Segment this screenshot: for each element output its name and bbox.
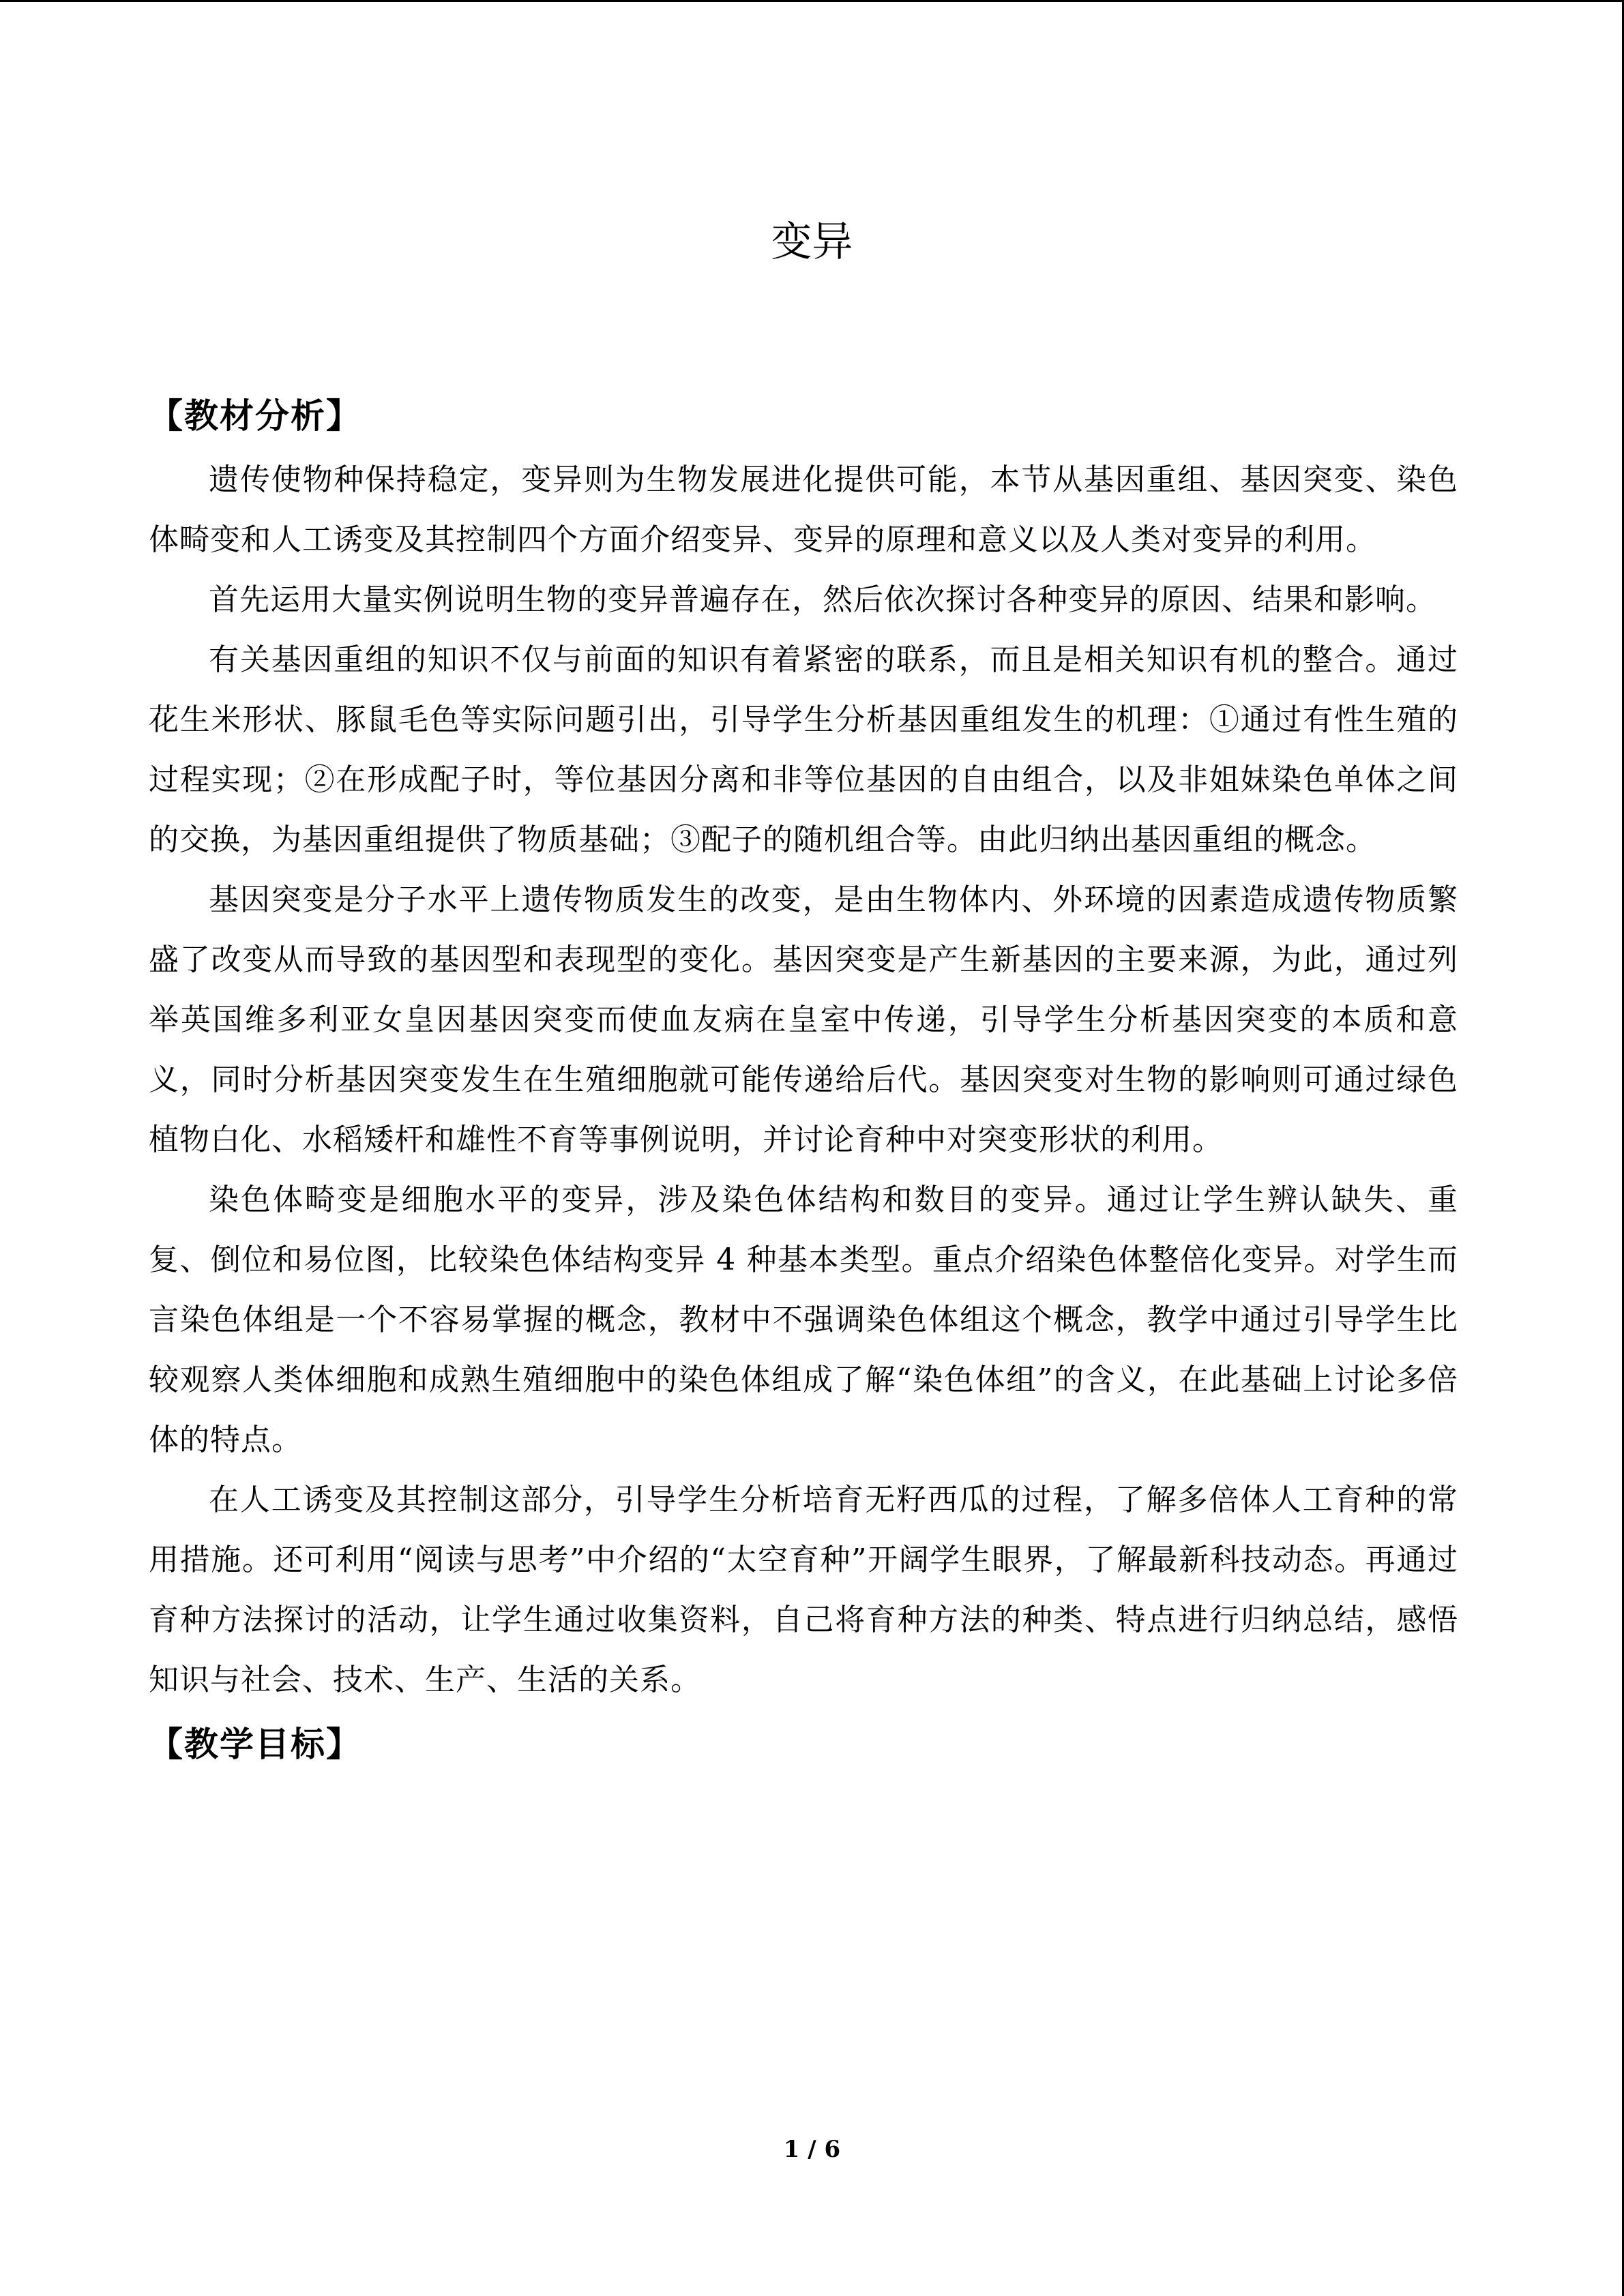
paragraph: 遗传使物种保持稳定，变异则为生物发展进化提供可能，本节从基因重组、基因突变、染色体畸变和人工诱变及其控制四个方面介绍变异、变异的原理和意义以及人类对变异的利用。 <box>149 462 1458 557</box>
section-heading-textbook-analysis: 【教材分析】 <box>149 396 361 436</box>
document-body <box>149 382 1458 1778</box>
document-title: 变异 <box>771 218 853 266</box>
section-heading-teaching-objectives: 【教学目标】 <box>149 1725 361 1764</box>
paragraph: 染色体畸变是细胞水平的变异，涉及染色体结构和数目的变异。通过让学生辨认缺失、重复、倒位和易位图，比较染色体结构变异 4 种基本类型。重点介绍染色体整倍化变异。对学生而言染色体组是一个不容易掌握的概念，教材中不强调染色体组这个概念，教学中通过引导学生比较观察人类体细胞和成熟生殖细胞中的染色体组成了解“染色体组”的含义，在此基础上讨论多倍体的特点。 <box>149 1182 1458 1457</box>
paragraph: 在人工诱变及其控制这部分，引导学生分析培育无籽西瓜的过程，了解多倍体人工育种的常用措施。还可利用“阅读与思考”中介绍的“太空育种”开阔学生眼界，了解最新科技动态。再通过育种方法探讨的活动，让学生通过收集资料，自己将育种方法的种类、特点进行归纳总结，感悟知识与社会、技术、生产、生活的关系。 <box>149 1482 1458 1697</box>
page-border-top <box>0 0 1624 2</box>
paragraph: 首先运用大量实例说明生物的变异普遍存在，然后依次探讨各种变异的原因、结果和影响。 <box>209 582 1436 617</box>
paragraph: 有关基因重组的知识不仅与前面的知识有着紧密的联系，而且是相关知识有机的整合。通过花生米形状、豚鼠毛色等实际问题引出，引导学生分析基因重组发生的机理：①通过有性生殖的过程实现；②在形成配子时，等位基因分离和非等位基因的自由组合，以及非姐妹染色单体之间的交换，为基因重组提供了物质基础；③配子的随机组合等。由此归纳出基因重组的概念。 <box>149 642 1458 857</box>
page-number: 1 / 6 <box>783 2136 841 2163</box>
paragraph: 基因突变是分子水平上遗传物质发生的改变，是由生物体内、外环境的因素造成遗传物质繁盛了改变从而导致的基因型和表现型的变化。基因突变是产生新基因的主要来源，为此，通过列举英国维多利亚女皇因基因突变而使血友病在皇室中传递，引导学生分析基因突变的本质和意义，同时分析基因突变发生在生殖细胞就可能传递给后代。基因突变对生物的影响则可通过绿色植物白化、水稻矮杆和雄性不育等事例说明，并讨论育种中对突变形状的利用。 <box>149 882 1458 1157</box>
